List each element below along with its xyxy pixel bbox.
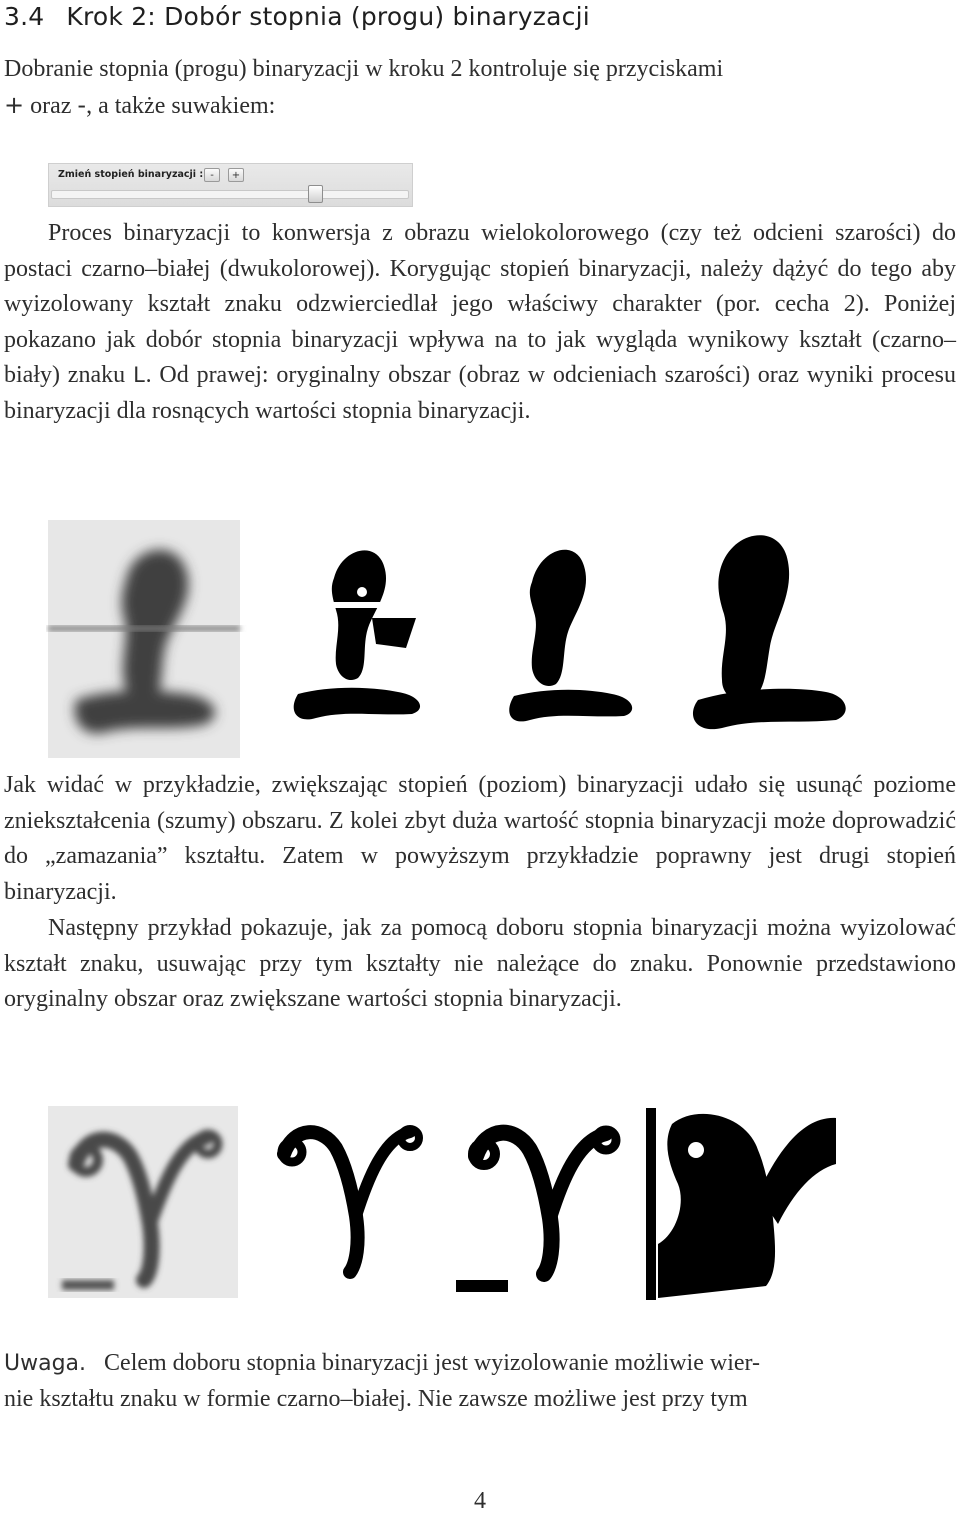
paragraph-binarization-text-b: . Od prawej: oryginalny obszar (obraz w odcieniach szarości) oraz wyniki procesu binaryzacji dla rosnących wartości stopnia binaryzacji. [4,362,956,424]
slider-thumb[interactable] [308,185,323,203]
section-heading [4,2,590,31]
figure-letter-l [46,518,846,760]
note-line-2: nie kształtu znaku w formie czarno–białej. Nie zawsze możliwe jest przy tym [4,1386,748,1412]
l-binarized-3 [693,535,846,729]
intro-line-1: Dobranie stopnia (progu) binaryzacji w kroku 2 kontroluje się przyciskami [4,56,724,82]
increase-button[interactable]: + [228,168,244,182]
binarization-widget [48,163,413,207]
letter-code: L [132,363,146,387]
decrease-button[interactable]: - [204,168,220,182]
y-binarized-2 [456,1130,616,1292]
paragraph-observation: Jak widać w przykładzie, zwiększając stopień (poziom) binaryzacji udało się usunąć poziome zniekształcenia (szumy) obszaru. Z kolei zbyt duża wartość stopnia binaryzacji może doprowadzić do „zamazania” kształtu. Zatem w powyższym przykładzie poprawny jest drugi stopień binaryzacji. [4,772,956,905]
plus-symbol: + [4,91,25,119]
widget-label: Zmień stopień binaryzacji : [58,169,204,180]
note-line-1 [4,1350,760,1377]
y-binarized-1 [282,1129,419,1272]
slider-track[interactable] [51,190,409,199]
paragraph-binarization-text-a: Proces binaryzacji to konwersja z obrazu wielokolorowego (czy też odcieni szarości) do postaci czarno–białej (dwukolorowej). Korygując stopień binaryzacji, należy dążyć do tego aby wyizolowany kształt znaku odzwierciedlał jego właściwy charakter (por. cecha 2). Poniżej pokazano jak dobór stopnia binaryzacji wpływa na to jak wygląda wynikowy kształt (czarno–biały) znaku [4,220,956,388]
paragraph-next-example: Następny przykład pokazuje, jak za pomocą doboru stopnia binaryzacji można wyizolować kształt znaku, usuwając przy tym kształty nie należące do znaku. Ponownie przedstawiono oryginalny obszar oraz zwiększane wartości stopnia binaryzacji. [4,915,956,1012]
intro-oraz: oraz [24,93,78,119]
l-binarized-2 [509,550,632,722]
l-original-image [48,520,240,758]
intro-rest: , a także suwakiem: [86,93,276,119]
section-title: Krok 2: Dobór stopnia (progu) binaryzacji [66,2,590,31]
y-original-image [48,1106,238,1298]
intro-line-2 [4,91,275,120]
note-label: Uwaga. [4,1351,87,1376]
note-text-1: Celem doboru stopnia binaryzacji jest wyizolowanie możliwie wier- [104,1350,761,1376]
y-binarized-3 [646,1108,836,1300]
page-number: 4 [474,1488,486,1514]
paragraph-binarization [4,216,956,429]
figure-letter-y [46,1104,840,1300]
minus-symbol: - [77,91,87,119]
l-binarized-1 [286,550,426,719]
section-number: 3.4 [4,2,45,31]
